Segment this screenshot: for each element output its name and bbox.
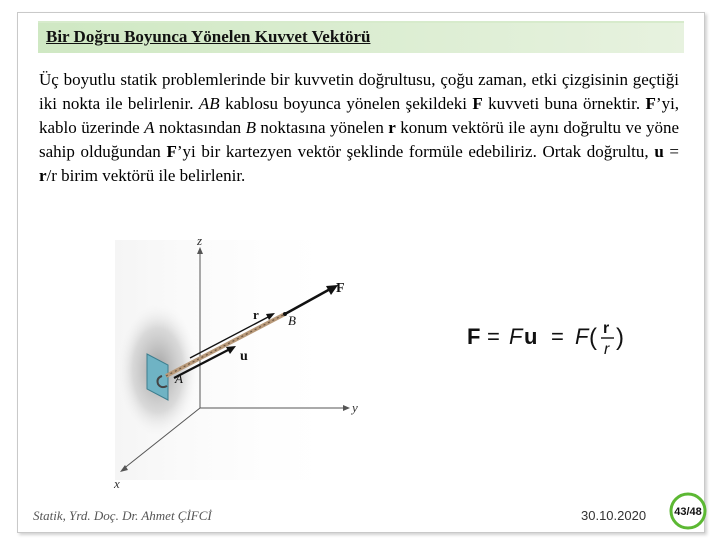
force-formula [467, 314, 637, 364]
b-label: B [288, 313, 296, 328]
footer-date: 30.10.2020 [581, 508, 647, 523]
force-symbol: F [472, 94, 483, 113]
force-label: F [336, 281, 345, 296]
formula-numerator: r [603, 320, 610, 337]
sentence-3c: noktasına yönelen [260, 118, 384, 137]
r-label: r [253, 307, 259, 322]
equals-sign: = [669, 142, 680, 161]
formula-f-italic-1: F [509, 324, 523, 349]
point-b-dot [283, 312, 287, 316]
position-vector-2: r [39, 166, 47, 185]
force-symbol-2: F [645, 94, 656, 113]
position-vector: r [388, 118, 396, 137]
sentence-3f: /r birim vektörü ile belirlenir. [46, 166, 246, 185]
x-axis-label: x [114, 476, 120, 491]
point-a: A [144, 118, 155, 137]
sentence-3a: ’yi, kablo üzerinde [39, 94, 680, 137]
sentence-3b: noktasından [159, 118, 242, 137]
formula-f-italic-2: F [575, 324, 589, 349]
u-label: u [240, 349, 248, 364]
sentence-1: Üç boyutlu statik problemlerinde bir kuvvetin doğrultusu, çoğu zaman, etki çizgisinin geçtiği iki nokta ile belirlenir. [39, 70, 679, 113]
formula-open-paren: ( [589, 324, 597, 351]
z-axis-label: z [197, 233, 203, 248]
formula-close-paren: ) [616, 324, 624, 351]
body-paragraph [39, 68, 679, 188]
page-number-badge [664, 490, 712, 530]
sentence-2: kablosu boyunca yönelen şekildeki [225, 94, 467, 113]
page-number: 43/48 [674, 506, 702, 518]
sentence-3e: ’yi bir kartezyen vektör şeklinde formüle edebiliriz. Ortak doğrultu, [176, 142, 649, 161]
formula-eq2: = [551, 324, 564, 349]
sentence-2-end: kuvveti buna örnektir. [488, 94, 641, 113]
formula-denominator: r [604, 341, 610, 358]
unit-vector: u [654, 142, 664, 161]
point-b: B [245, 118, 256, 137]
cable-force-figure [110, 230, 370, 500]
formula-u: u [524, 324, 538, 349]
a-label: A [175, 371, 183, 386]
label-ab: AB [198, 94, 220, 113]
force-symbol-3: F [166, 142, 177, 161]
sentence-3d: konum vektörü ile aynı doğrultu ve yöne sahip olduğundan [39, 118, 679, 161]
formula-eq1: = [487, 324, 500, 349]
y-axis-label: y [352, 400, 358, 415]
formula-lhs: F [467, 324, 481, 349]
slide-title: Bir Doğru Boyunca Yönelen Kuvvet Vektörü [46, 27, 371, 46]
footer-author: Statik, Yrd. Doç. Dr. Ahmet ÇİFCİ [33, 508, 212, 523]
